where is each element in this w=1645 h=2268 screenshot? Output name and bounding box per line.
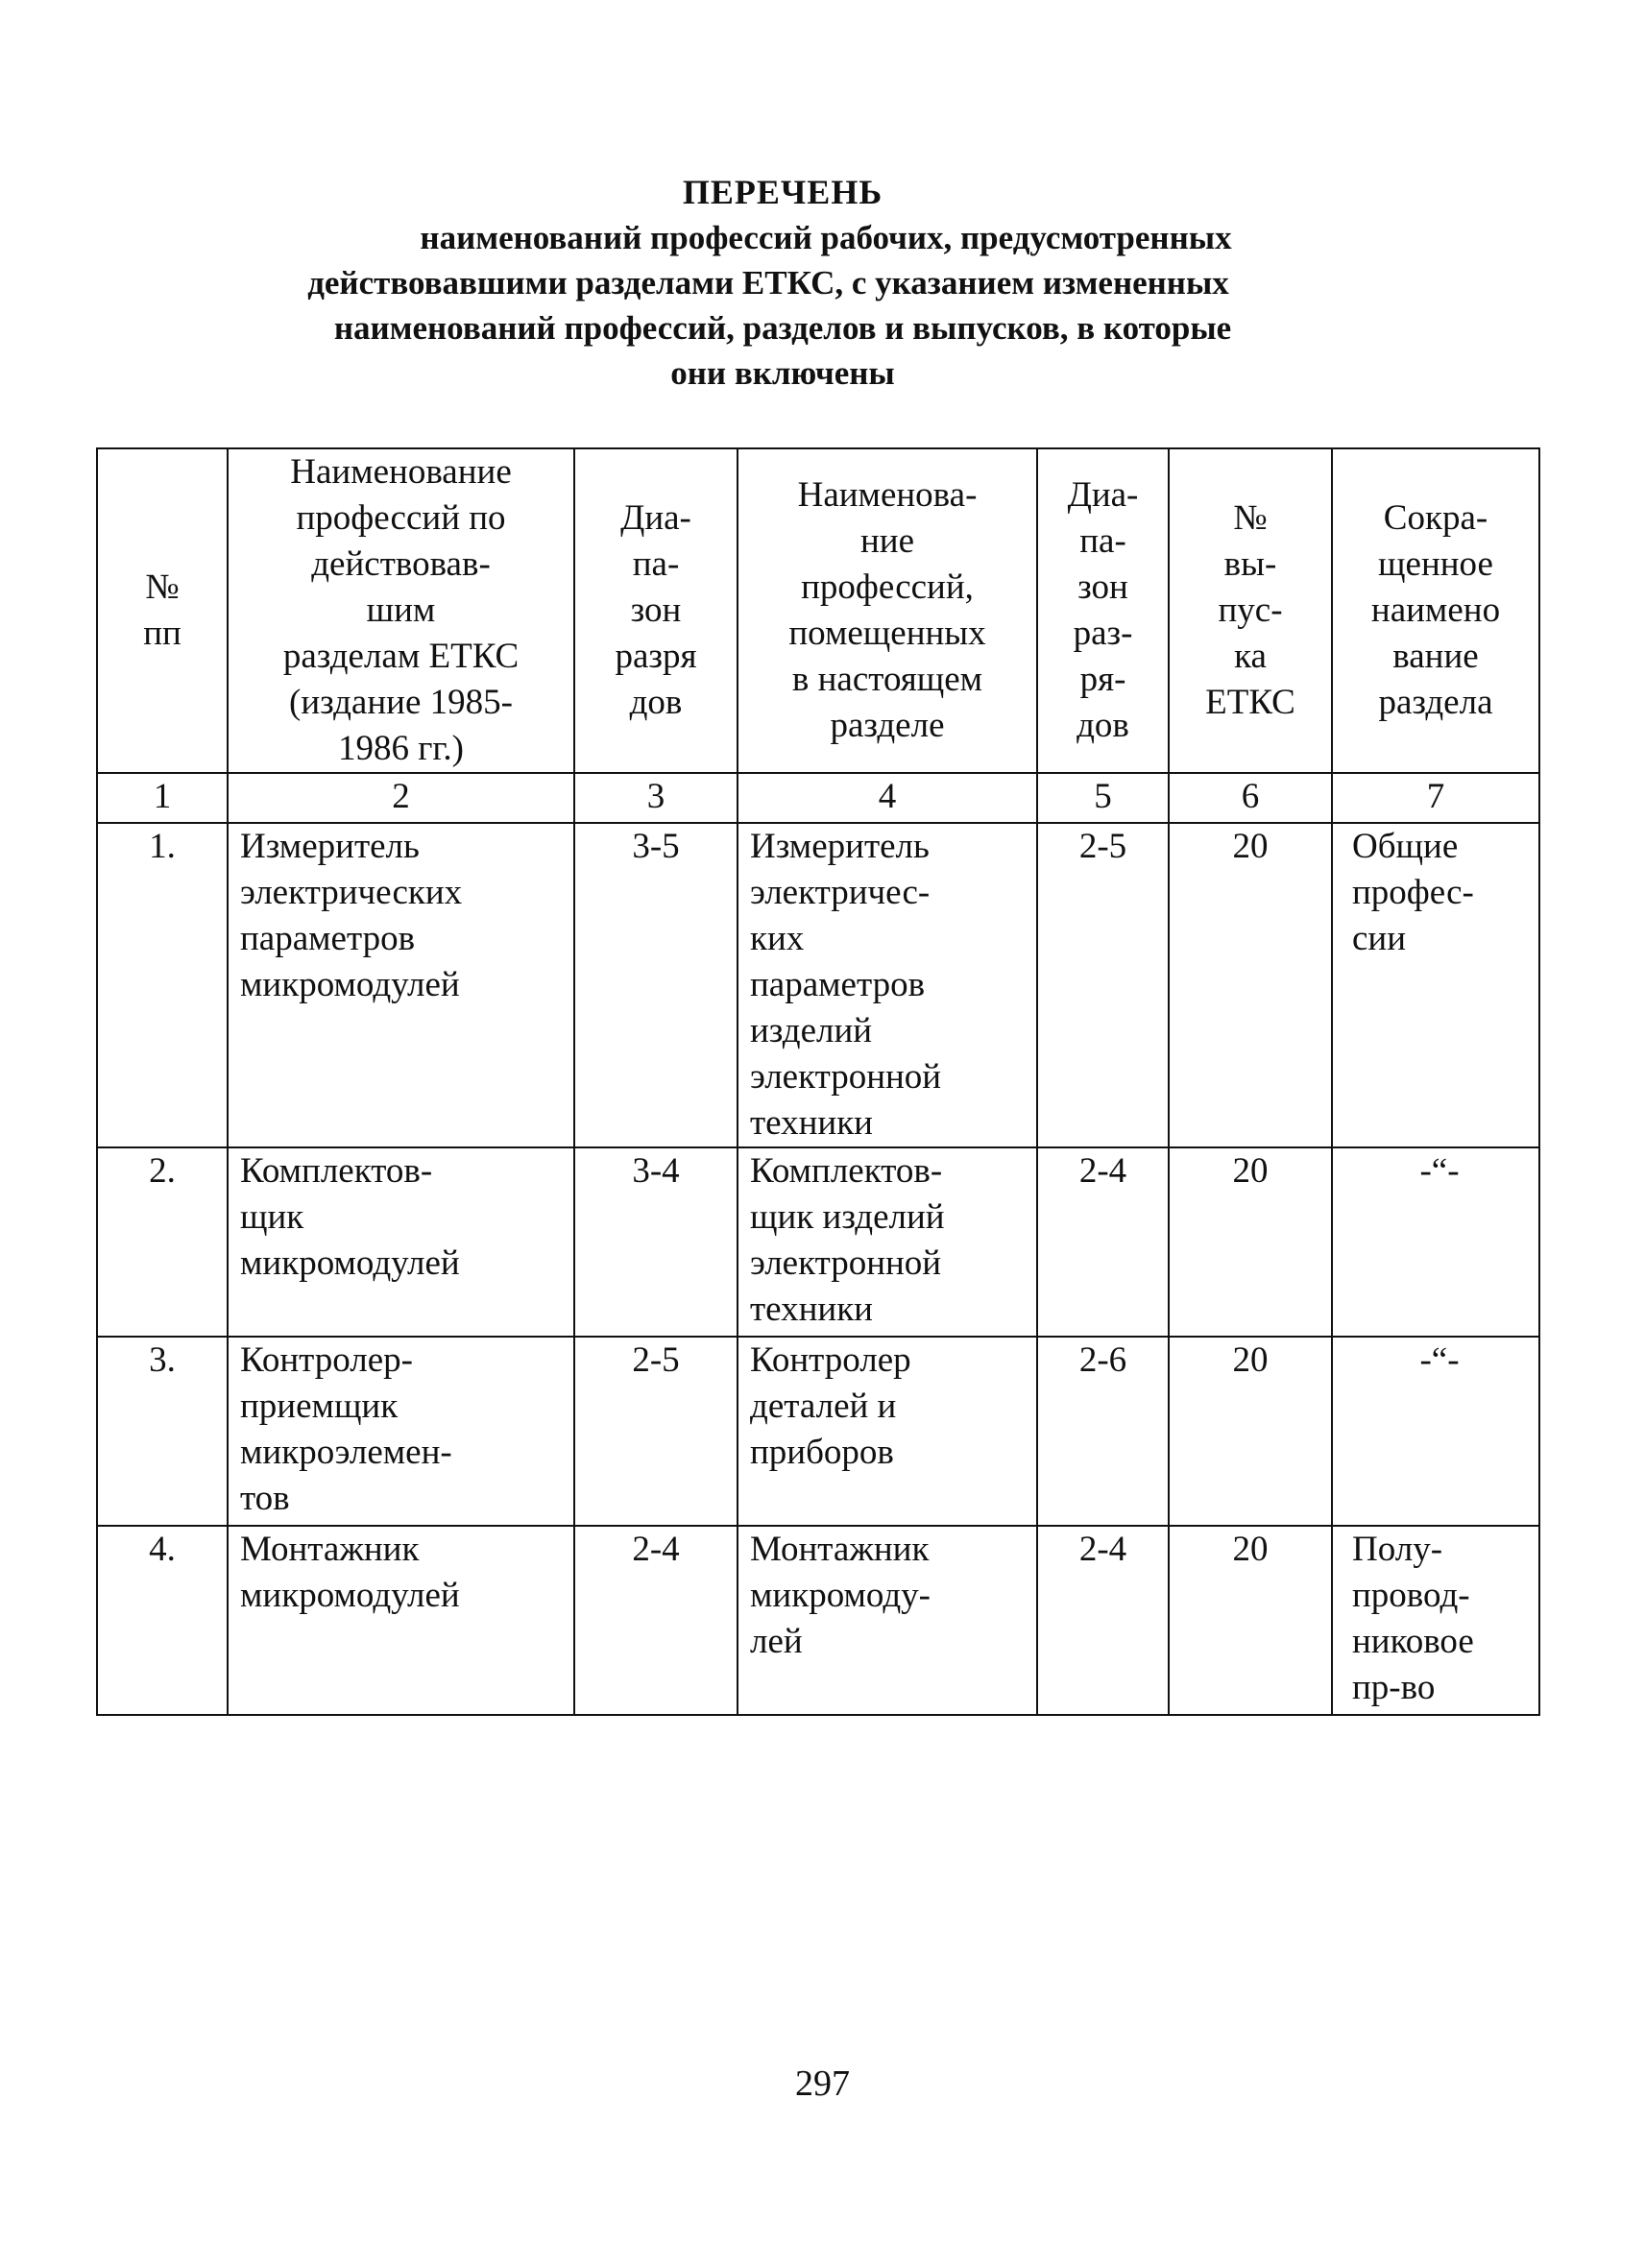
old-grade-range: 3-4 (574, 1147, 738, 1337)
old-profession-name: Комплектов- щик микромодулей (228, 1147, 574, 1337)
issue-number: 20 (1169, 1337, 1332, 1526)
subtitle-line-1: наименований профессий рабочих, предусмотренных (420, 219, 1232, 256)
issue-number: 20 (1169, 1526, 1332, 1715)
new-grade-range: 2-4 (1037, 1147, 1169, 1337)
column-number: 4 (738, 773, 1037, 823)
old-profession-name: Контролер- приемщик микроэлемен- тов (228, 1337, 574, 1526)
subtitle-line-3: наименований профессий, разделов и выпусков, в которые (333, 309, 1232, 347)
header-cell-new-name: Наименова- ние профессий, помещенных в настоящем разделе (738, 448, 1037, 773)
table-row (97, 1147, 1539, 1337)
table-row (97, 823, 1539, 1147)
new-profession-name: Контролер деталей и приборов (738, 1337, 1037, 1526)
column-number: 1 (97, 773, 228, 823)
row-number: 4. (97, 1526, 228, 1715)
section-short-name: -“- (1332, 1147, 1539, 1337)
document-title: ПЕРЕЧЕНЬ (682, 173, 883, 211)
section-short-name: Полу- провод- никовое пр-во (1332, 1526, 1539, 1715)
row-number: 2. (97, 1147, 228, 1337)
column-number: 6 (1169, 773, 1332, 823)
row-number: 1. (97, 823, 228, 1147)
row-number: 3. (97, 1337, 228, 1526)
column-number: 7 (1332, 773, 1539, 823)
header-cell-issue: № вы- пус- ка ЕТКС (1169, 448, 1332, 773)
new-grade-range: 2-6 (1037, 1337, 1169, 1526)
old-grade-range: 2-5 (574, 1337, 738, 1526)
page-number: 297 (795, 2063, 850, 2104)
header-cell-old-range: Диа- па- зон разря дов (574, 448, 738, 773)
table-row (97, 1526, 1539, 1715)
new-profession-name: Измеритель электричес- ких параметров изделий электронной техники (738, 823, 1037, 1147)
new-grade-range: 2-5 (1037, 823, 1169, 1147)
issue-number: 20 (1169, 823, 1332, 1147)
column-number: 3 (574, 773, 738, 823)
old-profession-name: Монтажник микромодулей (228, 1526, 574, 1715)
new-grade-range: 2-4 (1037, 1526, 1169, 1715)
column-number-row (97, 773, 1539, 823)
subtitle-line-4: они включены (670, 354, 895, 392)
column-number: 5 (1037, 773, 1169, 823)
header-cell-new-range: Диа- па- зон раз- ря- дов (1037, 448, 1169, 773)
issue-number: 20 (1169, 1147, 1332, 1337)
section-short-name: -“- (1332, 1337, 1539, 1526)
subtitle-line-2: действовавшими разделами ЕТКС, с указанием измененных (307, 264, 1229, 302)
old-grade-range: 3-5 (574, 823, 738, 1147)
table-header-row (97, 448, 1539, 773)
section-short-name: Общие профес- сии (1332, 823, 1539, 1147)
header-cell-old-name: Наименование профессий по действовав- шим разделам ЕТКС (издание 1985- 1986 гг.) (228, 448, 574, 773)
table-row (97, 1337, 1539, 1526)
professions-table (96, 447, 1540, 1716)
old-profession-name: Измеритель электрических параметров микромодулей (228, 823, 574, 1147)
document-title-block (144, 169, 1421, 396)
new-profession-name: Комплектов- щик изделий электронной техники (738, 1147, 1037, 1337)
old-grade-range: 2-4 (574, 1526, 738, 1715)
header-cell-number: № пп (97, 448, 228, 773)
new-profession-name: Монтажник микромоду- лей (738, 1526, 1037, 1715)
header-cell-section: Сокра- щенное наимено вание раздела (1332, 448, 1539, 773)
column-number: 2 (228, 773, 574, 823)
